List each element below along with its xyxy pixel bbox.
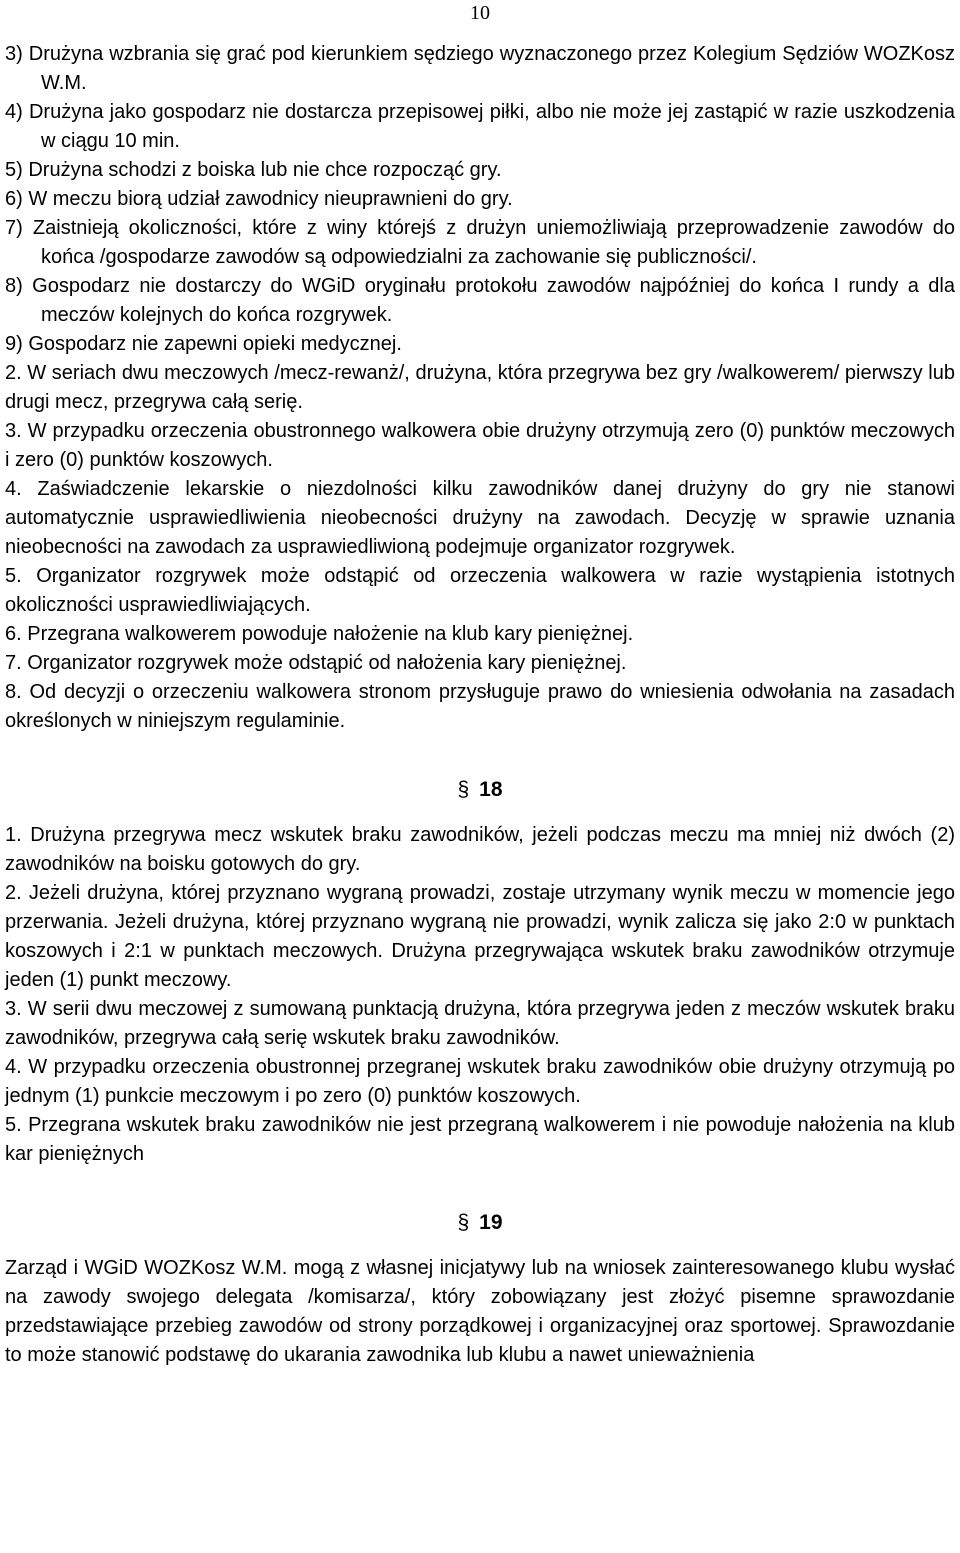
paragraph: 8. Od decyzji o orzeczeniu walkowera stronom przysługuje prawo do wniesienia odwołania na zasadach określonych w niniejszym regulaminie. — [5, 681, 955, 732]
paragraph: 4. W przypadku orzeczenia obustronnej przegranej wskutek braku zawodników obie drużyny otrzymują po jednym (1) punkcie meczowym i po zero (0) punktów koszowych. — [5, 1056, 955, 1107]
section-19-body — [5, 1254, 955, 1370]
paragraph: 5. Organizator rozgrywek może odstąpić od orzeczenia walkowera w razie wystąpienia istotnych okoliczności usprawiedliwiających. — [5, 565, 955, 616]
list-item: 7) Zaistnieją okoliczności, które z winy którejś z drużyn uniemożliwiają przeprowadzenie zawodów do końca /gospodarze zawodów są odpowiedzialni za zachowanie się publiczności/. — [5, 217, 955, 268]
paragraph: 6. Przegrana walkowerem powoduje nałożenie na klub kary pieniężnej. — [5, 623, 634, 645]
list-item: 3) Drużyna wzbrania się grać pod kierunkiem sędziego wyznaczonego przez Kolegium Sędziów WOZKosz W.M. — [5, 43, 955, 94]
document-body — [5, 40, 955, 1370]
list-item: 6) W meczu biorą udział zawodnicy nieuprawnieni do gry. — [5, 188, 513, 210]
list-item: 9) Gospodarz nie zapewni opieki medycznej. — [5, 333, 402, 355]
list-item: 8) Gospodarz nie dostarczy do WGiD oryginału protokołu zawodów najpóźniej do końca I rundy a dla meczów kolejnych do końca rozgrywek. — [5, 275, 955, 326]
section-symbol: § — [457, 778, 470, 801]
paragraph: Zarząd i WGiD WOZKosz W.M. mogą z własnej inicjatywy lub na wniosek zainteresowanego klubu wysłać na zawody swojego delegata /komisarza/, który zobowiązany jest złożyć pisemne sprawozdanie przedstawiające przebieg zawodów od strony porządkowej i organizacyjnej oraz sportowej. Sprawozdanie to może stanowić podstawę do ukarania zawodnika lub klubu a nawet unieważnienia — [5, 1257, 955, 1366]
paragraph: 3. W serii dwu meczowej z sumowaną punktacją drużyna, która przegrywa jeden z meczów wskutek braku zawodników, przegrywa całą serię wskutek braku zawodników. — [5, 998, 955, 1049]
list-item: 4) Drużyna jako gospodarz nie dostarcza przepisowej piłki, albo nie może jej zastąpić w razie uszkodzenia w ciągu 10 min. — [5, 101, 955, 152]
paragraph: 1. Drużyna przegrywa mecz wskutek braku zawodników, jeżeli podczas meczu ma mniej niż dwóch (2) zawodników na boisku gotowych do gry. — [5, 824, 955, 875]
section-number: 19 — [479, 1211, 503, 1234]
paragraph: 4. Zaświadczenie lekarskie o niezdolności kilku zawodników danej drużyny do gry nie stanowi automatycznie usprawiedliwienia nieobecności drużyny na zawodach. Decyzję w sprawie uznania nieobecności na zawodach za usprawiedliwioną podejmuje organizator rozgrywek. — [5, 478, 955, 558]
section-number: 18 — [479, 778, 503, 801]
paragraph: 2. Jeżeli drużyna, której przyznano wygraną prowadzi, zostaje utrzymany wynik meczu w momencie jego przerwania. Jeżeli drużyna, której przyznano wygraną nie prowadzi, wynik zalicza się jako 2:0 w punktach koszowych i 2:1 w punktach meczowych. Drużyna przegrywająca wskutek braku zawodników otrzymuje jeden (1) punkt meczowy. — [5, 882, 955, 991]
paragraph: 5. Przegrana wskutek braku zawodników nie jest przegraną walkowerem i nie powoduje nałożenia na klub kar pieniężnych — [5, 1114, 955, 1165]
section-heading-18 — [5, 775, 955, 804]
paragraph: 3. W przypadku orzeczenia obustronnego walkowera obie drużyny otrzymują zero (0) punktów meczowych i zero (0) punktów koszowych. — [5, 420, 955, 471]
page-number: 10 — [470, 2, 490, 24]
walkover-paragraphs — [5, 359, 955, 736]
paragraph: 2. W seriach dwu meczowych /mecz-rewanż/, drużyna, która przegrywa bez gry /walkowerem/ pierwszy lub drugi mecz, przegrywa całą serię. — [5, 362, 955, 413]
paragraph: 7. Organizator rozgrywek może odstąpić od nałożenia kary pieniężnej. — [5, 652, 627, 674]
list-item: 5) Drużyna schodzi z boiska lub nie chce rozpocząć gry. — [5, 159, 502, 181]
section-18-body — [5, 821, 955, 1169]
walkover-conditions-list — [5, 40, 955, 359]
section-heading-19 — [5, 1208, 955, 1237]
section-symbol: § — [457, 1211, 470, 1234]
